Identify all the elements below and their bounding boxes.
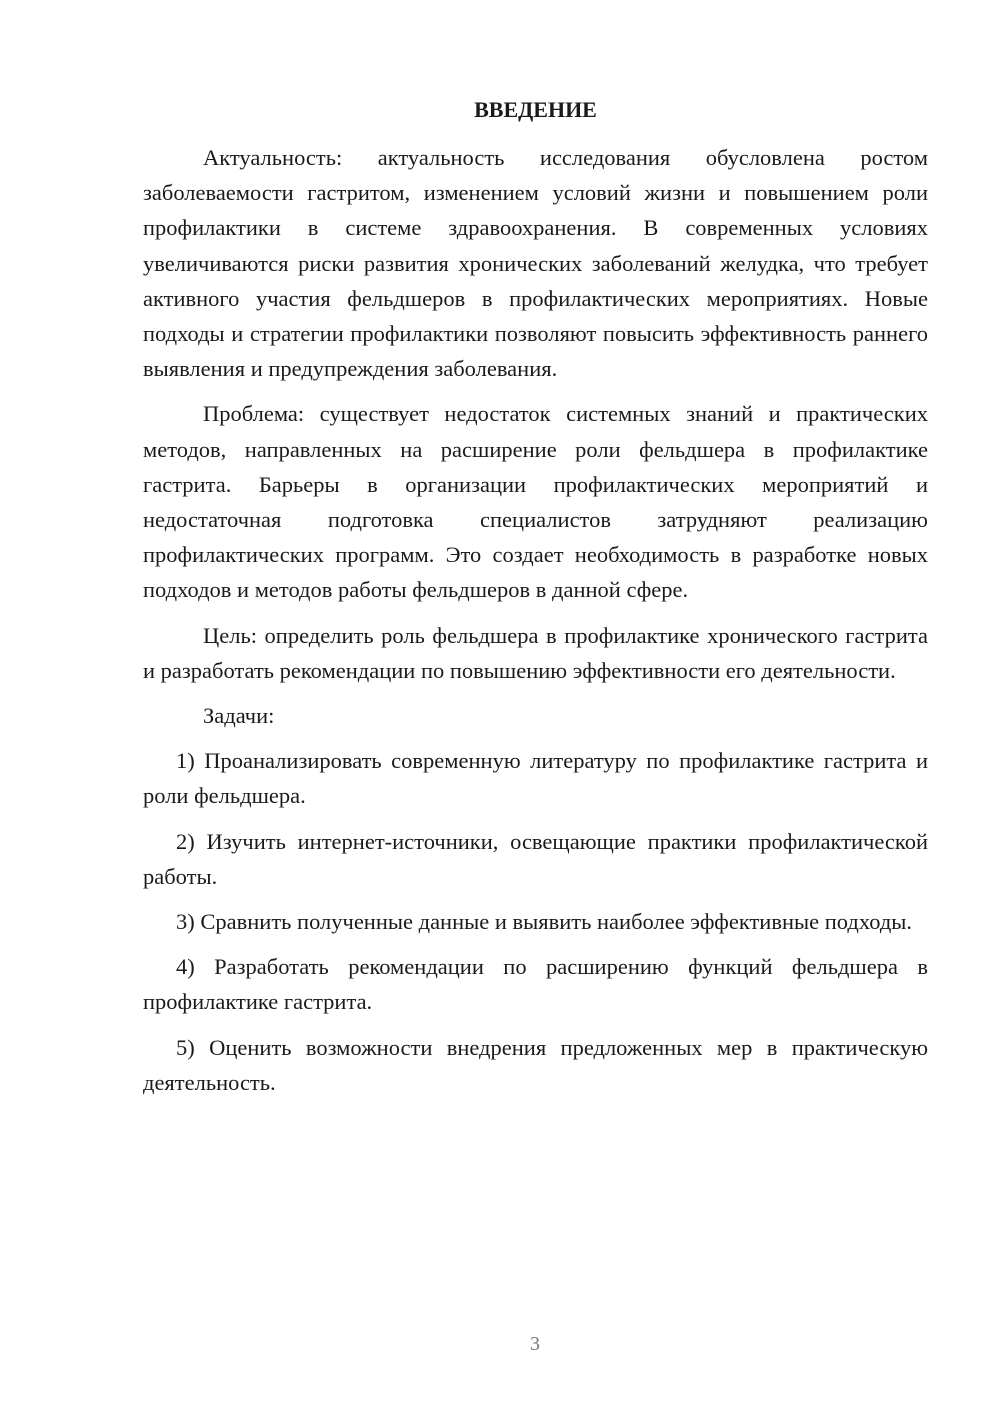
task-item: 5) Оценить возможности внедрения предложенных мер в практическую деятельность. (143, 1034, 928, 1095)
document-body (143, 92, 928, 1110)
task-item: 1) Проанализировать современную литературу по профилактике гастрита и роли фельдшера. (143, 748, 928, 809)
tasks-heading: Задачи: (203, 703, 275, 729)
goal-paragraph: Цель: определить роль фельдшера в профилактике хронического гастрита и разработать рекомендации по повышению эффективности его деятельности. (143, 622, 928, 683)
relevance-paragraph: Актуальность: актуальность исследования обусловлена ростом заболеваемости гастритом, изменением условий жизни и повышением роли профилактики в системе здравоохранения. В современных условиях увеличиваются риски развития хронических заболеваний желудка, что требует активного участия фельдшеров в профилактических мероприятиях. Новые подходы и стратегии профилактики позволяют повысить эффективность раннего выявления и предупреждения заболевания. (143, 145, 928, 382)
task-item: 2) Изучить интернет-источники, освещающие практики профилактической работы. (143, 828, 928, 889)
task-item: 4) Разработать рекомендации по расширению функций фельдшера в профилактике гастрита. (143, 954, 928, 1015)
page-number: 3 (530, 1333, 540, 1355)
problem-paragraph: Проблема: существует недостаток системных знаний и практических методов, направленных на расширение роли фельдшера в профилактике гастрита. Барьеры в организации профилактических мероприятий и недостаточная подготовка специалистов затрудняют реализацию профилактических программ. Это создает необходимость в разработке новых подходов и методов работы фельдшеров в данной сфере. (143, 401, 928, 603)
task-item: 3) Сравнить полученные данные и выявить наиболее эффективные подходы. (176, 909, 913, 935)
section-title: ВВЕДЕНИЕ (474, 97, 597, 122)
